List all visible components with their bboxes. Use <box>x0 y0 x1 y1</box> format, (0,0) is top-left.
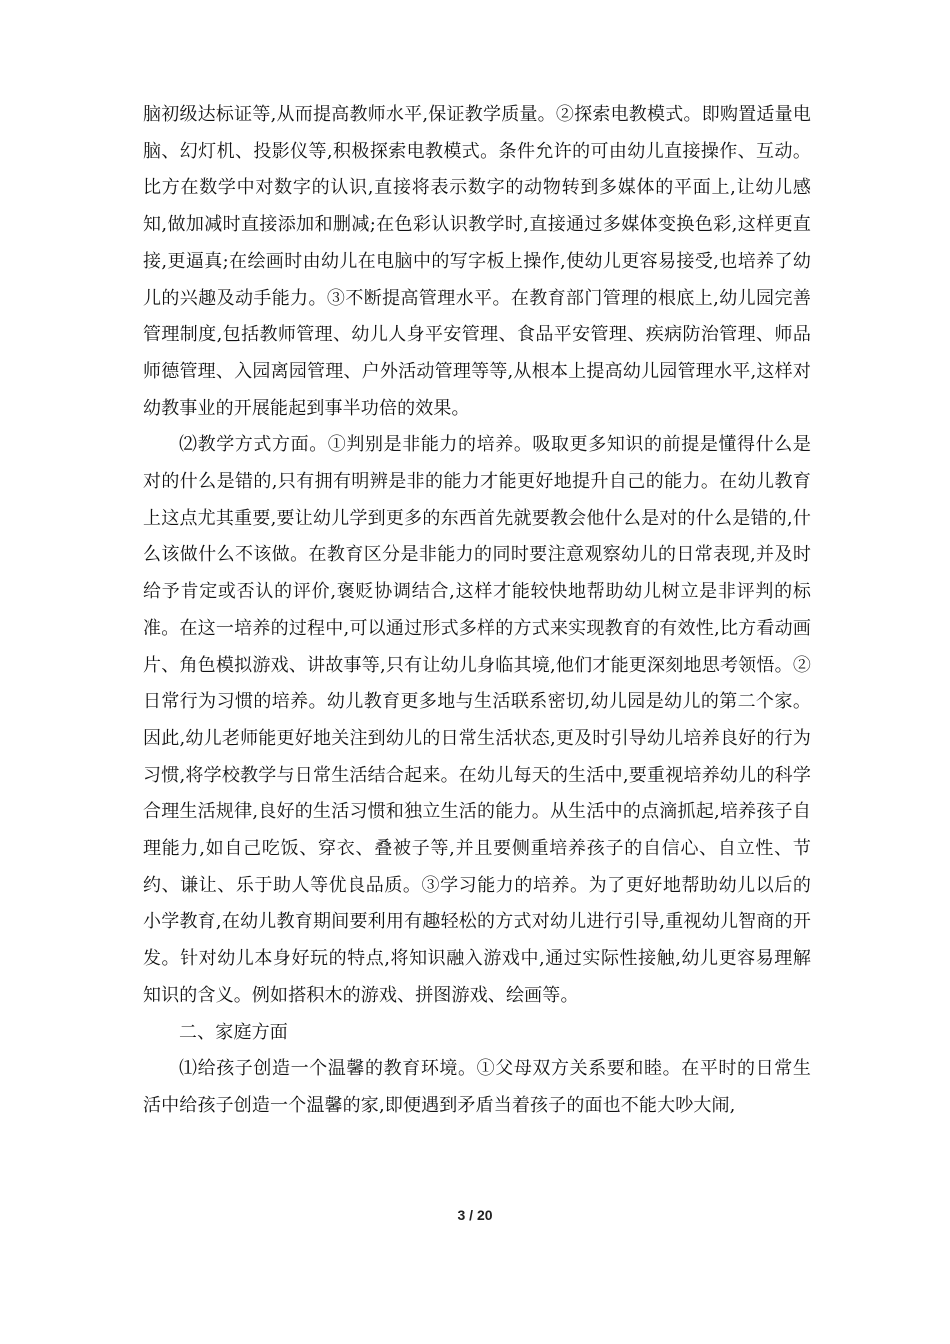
document-body <box>143 97 811 1125</box>
paragraph-2: ⑵教学方式方面。①判别是非能力的培养。吸取更多知识的前提是懂得什么是对的什么是错的,只有拥有明辨是非的能力才能更好地提升自己的能力。在幼儿教育上这点尤其重要,要让幼儿学到更多的东西首先就要教会他什么是对的什么是错的,什么该做什么不该做。在教育区分是非能力的同时要注意观察幼儿的日常表现,并及时给予肯定或否认的评价,褒贬协调结合,这样才能较快地帮助幼儿树立是非评判的标准。在这一培养的过程中,可以通过形式多样的方式来实现教育的有效性,比方看动画片、角色模拟游戏、讲故事等,只有让幼儿身临其境,他们才能更深刻地思考领悟。②日常行为习惯的培养。幼儿教育更多地与生活联系密切,幼儿园是幼儿的第二个家。因此,幼儿老师能更好地关注到幼儿的日常生活状态,更及时引导幼儿培养良好的行为习惯,将学校教学与日常生活结合起来。在幼儿每天的生活中,要重视培养幼儿的科学合理生活规律,良好的生活习惯和独立生活的能力。从生活中的点滴抓起,培养孩子自理能力,如自己吃饭、穿衣、叠被子等,并且要侧重培养孩子的自信心、自立性、节约、谦让、乐于助人等优良品质。③学习能力的培养。为了更好地帮助幼儿以后的小学教育,在幼儿教育期间要利用有趣轻松的方式对幼儿进行引导,重视幼儿智商的开发。针对幼儿本身好玩的特点,将知识融入游戏中,通过实际性接触,幼儿更容易理解知识的含义。例如搭积木的游戏、拼图游戏、绘画等。 <box>143 434 811 1006</box>
section-heading-family: 二、家庭方面 <box>179 1021 288 1043</box>
paragraph-3: ⑴给孩子创造一个温馨的教育环境。①父母双方关系要和睦。在平时的日常生活中给孩子创造一个温馨的家,即便遇到矛盾当着孩子的面也不能大吵大闹, <box>143 1058 811 1116</box>
paragraph-1: 脑初级达标证等,从而提高教师水平,保证教学质量。②探索电教模式。即购置适量电脑、幻灯机、投影仪等,积极探索电教模式。条件允许的可由幼儿直接操作、互动。比方在数学中对数字的认识,直接将表示数字的动物转到多媒体的平面上,让幼儿感知,做加减时直接添加和删减;在色彩认识教学时,直接通过多媒体变换色彩,这样更直接,更逼真;在绘画时由幼儿在电脑中的写字板上操作,使幼儿更容易接受,也培养了幼儿的兴趣及动手能力。③不断提高管理水平。在教育部门管理的根底上,幼儿园完善管理制度,包括教师管理、幼儿人身平安管理、食品平安管理、疾病防治管理、师品师德管理、入园离园管理、户外活动管理等等,从根本上提高幼儿园管理水平,这样对幼教事业的开展能起到事半功倍的效果。 <box>143 104 811 419</box>
page-number: 3 / 20 <box>457 1207 493 1223</box>
